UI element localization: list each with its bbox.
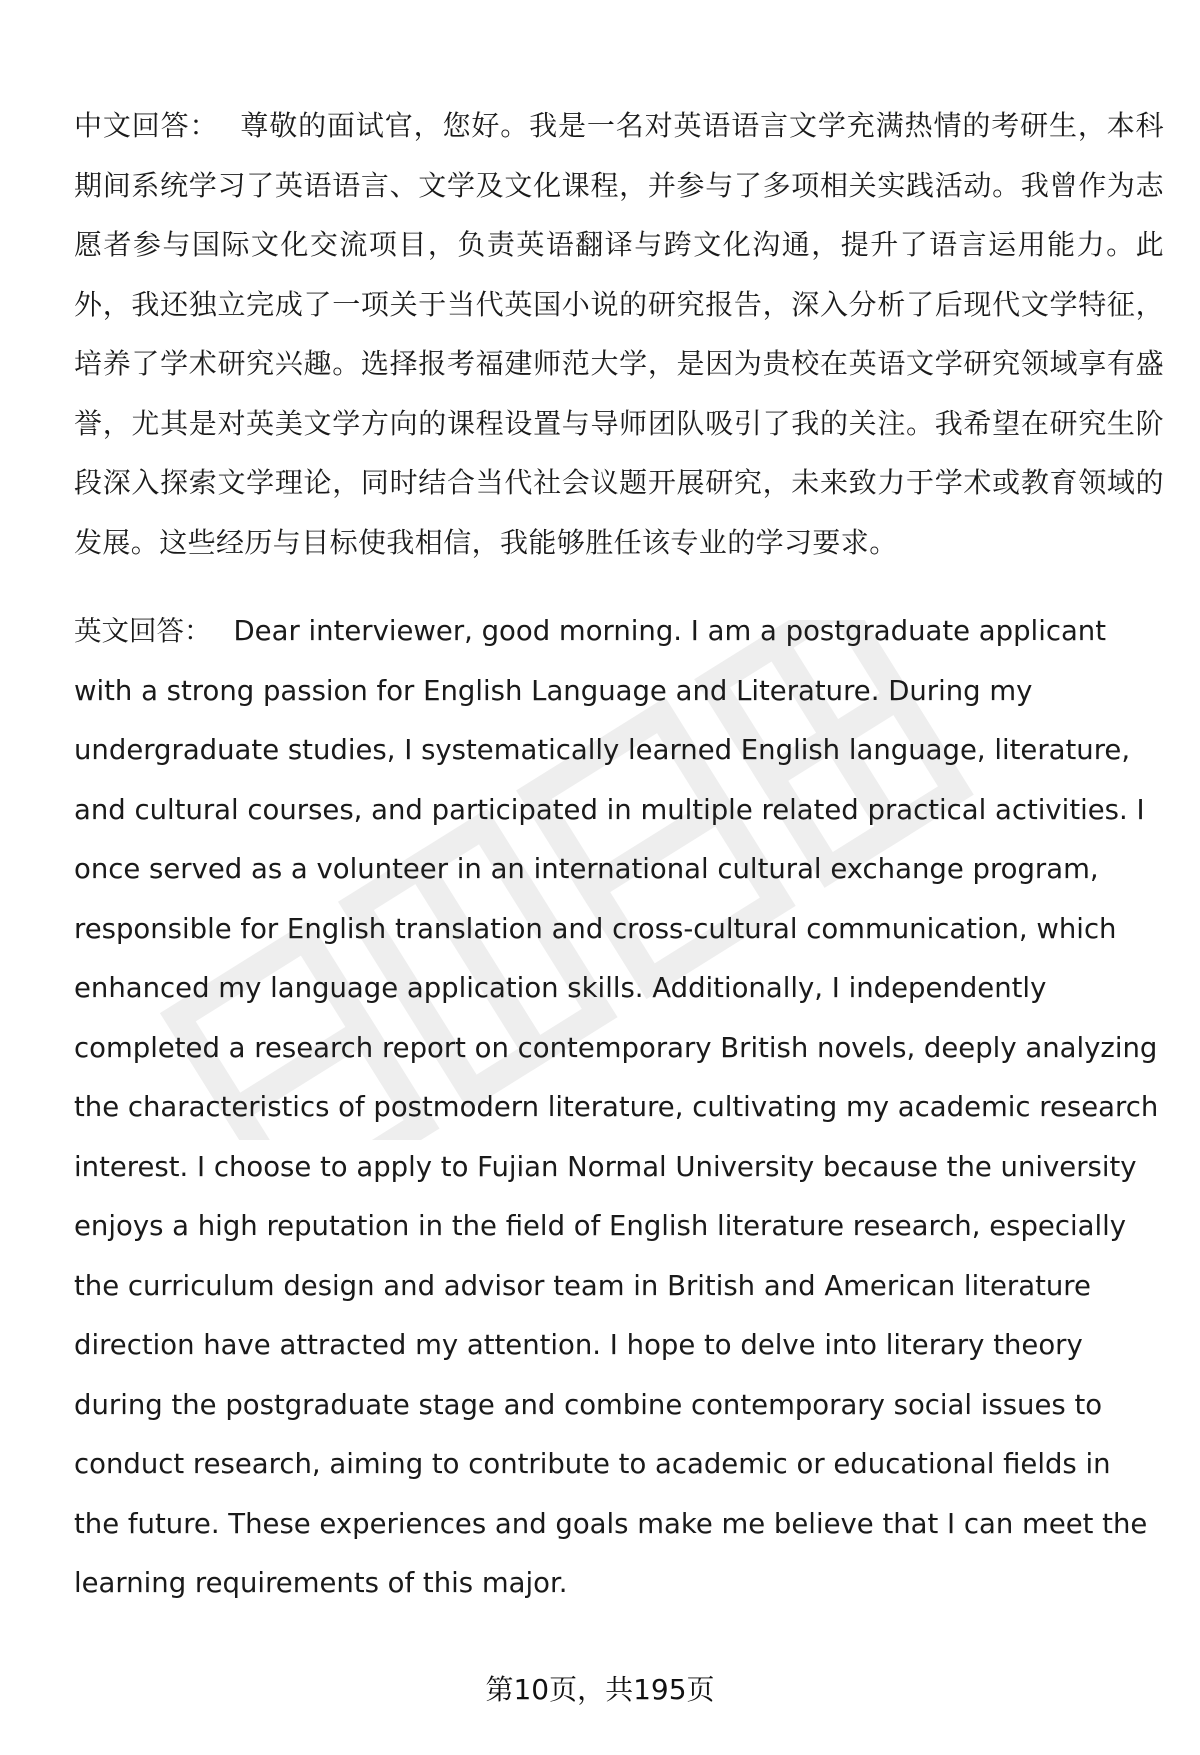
page-number-footer: 第10页，共195页 [485,1673,715,1706]
chinese-answer-label: 中文回答： [74,109,219,142]
english-answer-text: Dear interviewer, good morning. I am a postgraduate applicant with a strong passion for English Language and Literature. During my undergraduate studies, I systematically learned English language, literature, and cultural courses, and participated in multiple related practical activities. I once served as a volunteer in an international cultural exchange program, responsible for English translation and cross-cultural communication, which enhanced my language application skills. Additionally, I independently completed a research report on contemporary British novels, deeply analyzing the characteristics of postmodern literature, cultivating my academic research interest. I choose to apply to Fujian Normal University because the university enjoys a high reputation in the field of English literature research, especially the curriculum design and advisor team in British and American literature direction have attracted my attention. I hope to delve into literary theory during the postgraduate stage and combine contemporary social issues to conduct research, aiming to contribute to academic or educational fields in the future. These experiences and goals make me believe that I can meet the learning requirements of this major. [74,615,1159,1599]
english-answer-label: 英文回答： [74,615,212,647]
document-body [74,96,1164,1614]
english-answer-paragraph [74,602,1164,1614]
chinese-answer-paragraph [74,96,1164,572]
chinese-answer-text: 尊敬的面试官，您好。我是一名对英语语言文学充满热情的考研生，本科期间系统学习了英语语言、文学及文化课程，并参与了多项相关实践活动。我曾作为志愿者参与国际文化交流项目，负责英语翻译与跨文化沟通，提升了语言运用能力。此外，我还独立完成了一项关于当代英国小说的研究报告，深入分析了后现代文学特征，培养了学术研究兴趣。选择报考福建师范大学，是因为贵校在英语文学研究领域享有盛誉，尤其是对英美文学方向的课程设置与导师团队吸引了我的关注。我希望在研究生阶段深入探索文学理论，同时结合当代社会议题开展研究，未来致力于学术或教育领域的发展。这些经历与目标使我相信，我能够胜任该专业的学习要求。 [74,109,1164,559]
